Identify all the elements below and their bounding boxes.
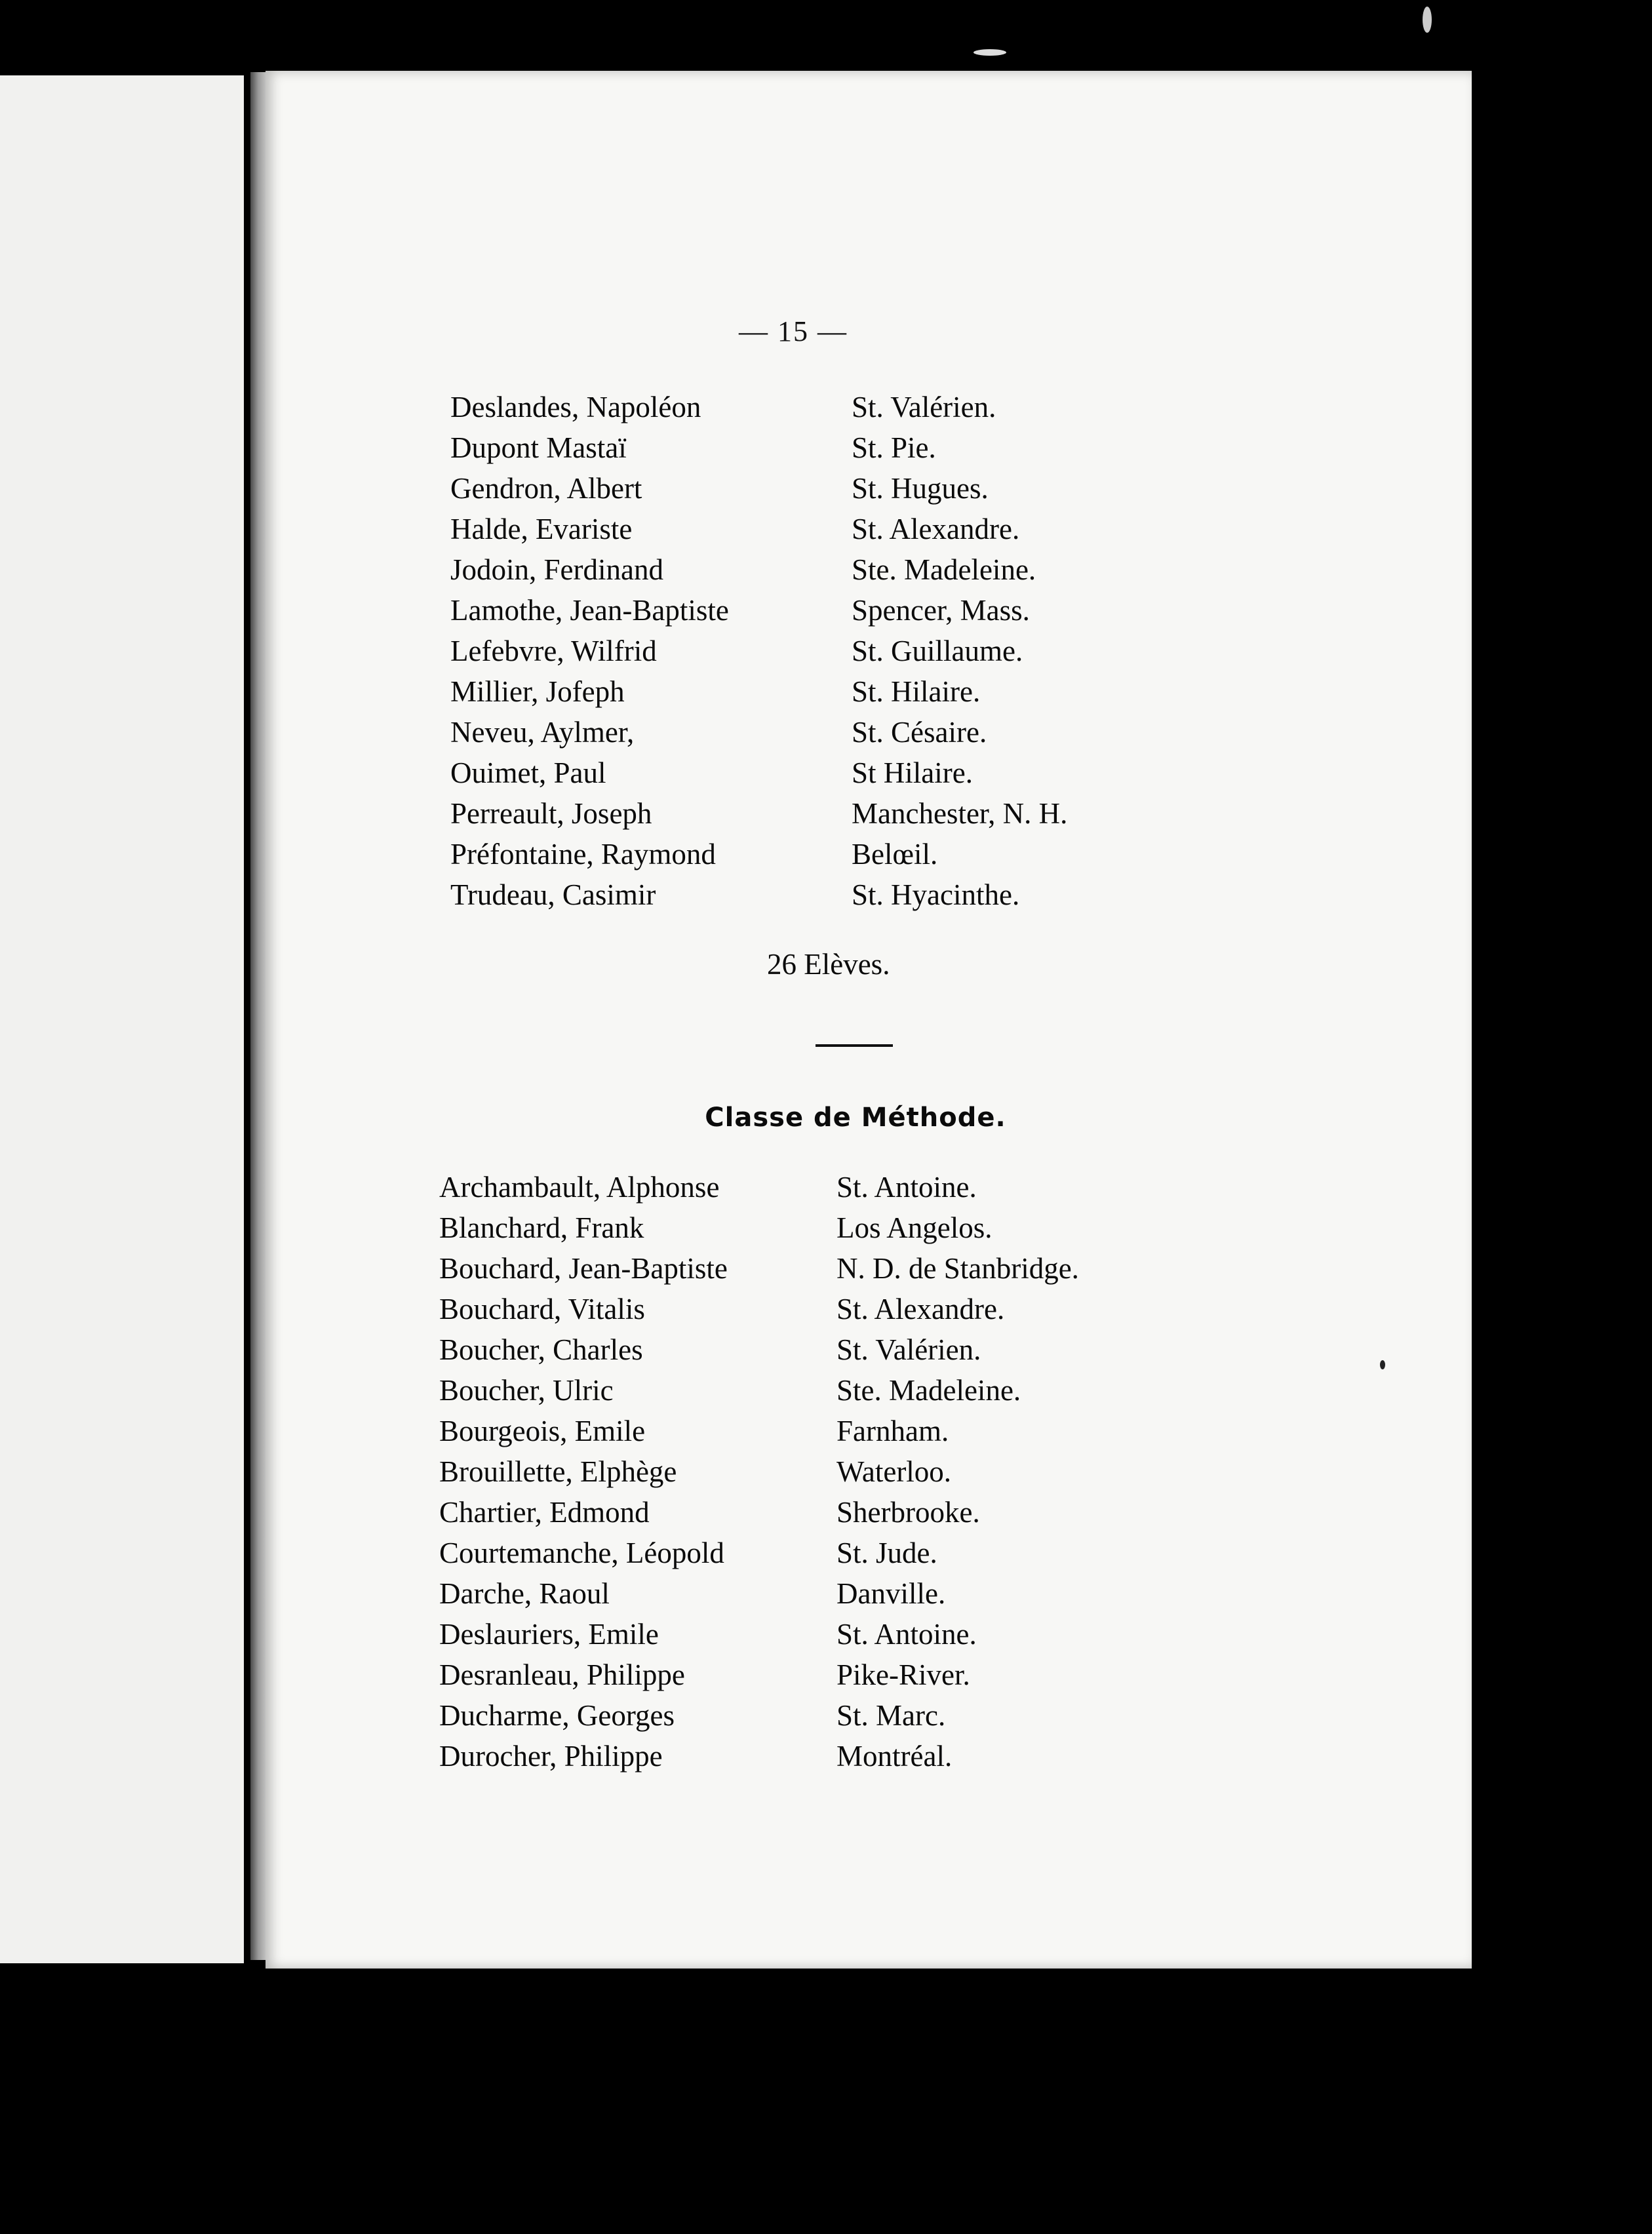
list-item <box>439 1207 1193 1248</box>
list-item <box>439 1573 1193 1614</box>
student-place: Sherbrooke. <box>836 1496 980 1529</box>
list-item <box>450 874 1171 915</box>
student-name: Perreault, Joseph <box>450 797 652 830</box>
student-list <box>450 387 1171 915</box>
list-item <box>439 1614 1193 1655</box>
list-item <box>439 1655 1193 1695</box>
list-item <box>439 1167 1193 1207</box>
student-place: St. Antoine. <box>836 1171 977 1204</box>
list-item <box>450 753 1171 793</box>
student-place: N. D. de Stanbridge. <box>836 1252 1079 1285</box>
list-item <box>439 1411 1193 1451</box>
student-name: Halde, Evariste <box>450 513 633 545</box>
list-item <box>450 549 1171 590</box>
student-place: Montréal. <box>836 1740 953 1773</box>
list-item <box>439 1492 1193 1533</box>
student-place: St. Hugues. <box>852 472 989 505</box>
student-list <box>439 1167 1193 1776</box>
student-place: Manchester, N. H. <box>852 797 1068 830</box>
list-item <box>450 671 1171 712</box>
list-item <box>450 590 1171 631</box>
list-item <box>450 468 1171 509</box>
student-name: Trudeau, Casimir <box>450 878 656 911</box>
student-place: Belœil. <box>852 838 938 871</box>
student-name: Deslauriers, Emile <box>439 1618 659 1651</box>
student-place: Danville. <box>836 1577 946 1610</box>
student-name: Brouillette, Elphège <box>439 1455 677 1488</box>
student-name: Courtemanche, Léopold <box>439 1537 724 1569</box>
ink-speck <box>1423 7 1432 33</box>
student-name: Bouchard, Vitalis <box>439 1293 645 1325</box>
ink-speck <box>1380 1360 1385 1369</box>
student-place: St. Valérien. <box>836 1333 981 1366</box>
student-place: Ste. Madeleine. <box>852 553 1036 586</box>
student-name: Dupont Mastaï <box>450 431 627 464</box>
student-place: Spencer, Mass. <box>852 594 1030 627</box>
student-name: Archambault, Alphonse <box>439 1171 720 1204</box>
student-name: Blanchard, Frank <box>439 1211 644 1244</box>
list-item <box>439 1370 1193 1411</box>
section-title: Classe de Méthode. <box>705 1103 1006 1133</box>
student-name: Lefebvre, Wilfrid <box>450 635 657 667</box>
student-name: Deslandes, Napoléon <box>450 391 701 423</box>
list-item <box>439 1451 1193 1492</box>
list-item <box>439 1329 1193 1370</box>
list-item <box>450 712 1171 753</box>
student-place: Los Angelos. <box>836 1211 993 1244</box>
student-place: Ste. Madeleine. <box>836 1374 1021 1407</box>
student-place: St. Antoine. <box>836 1618 977 1651</box>
student-place: St Hilaire. <box>852 756 973 789</box>
student-place: St. Hilaire. <box>852 675 981 708</box>
student-place: Farnham. <box>836 1415 949 1447</box>
student-name: Bourgeois, Emile <box>439 1415 646 1447</box>
list-item <box>450 387 1171 427</box>
page-number: — 15 — <box>739 315 848 347</box>
list-item <box>450 631 1171 671</box>
student-name: Jodoin, Ferdinand <box>450 553 663 586</box>
student-name: Boucher, Ulric <box>439 1374 614 1407</box>
list-item <box>439 1695 1193 1736</box>
student-place: Waterloo. <box>836 1455 952 1488</box>
list-item <box>439 1248 1193 1289</box>
student-name: Ducharme, Georges <box>439 1699 675 1732</box>
student-place: St. Alexandre. <box>852 513 1020 545</box>
student-name: Bouchard, Jean-Baptiste <box>439 1252 728 1285</box>
previous-page-edge <box>0 75 244 1963</box>
list-item <box>450 834 1171 874</box>
section-divider <box>816 1044 893 1047</box>
list-item <box>450 793 1171 834</box>
student-name: Lamothe, Jean-Baptiste <box>450 594 729 627</box>
student-count: 26 Elèves. <box>767 948 890 981</box>
student-name: Ouimet, Paul <box>450 756 606 789</box>
student-place: Pike-River. <box>836 1658 970 1691</box>
student-name: Durocher, Philippe <box>439 1740 663 1773</box>
student-name: Desranleau, Philippe <box>439 1658 685 1691</box>
list-item <box>450 509 1171 549</box>
list-item <box>439 1533 1193 1573</box>
list-item <box>439 1289 1193 1329</box>
student-name: Boucher, Charles <box>439 1333 643 1366</box>
list-item <box>450 427 1171 468</box>
student-place: St. Alexandre. <box>836 1293 1005 1325</box>
student-name: Préfontaine, Raymond <box>450 838 716 871</box>
student-place: St. Valérien. <box>852 391 996 423</box>
student-name: Neveu, Aylmer, <box>450 716 635 749</box>
student-place: St. Marc. <box>836 1699 946 1732</box>
student-place: St. Pie. <box>852 431 936 464</box>
student-place: St. Hyacinthe. <box>852 878 1020 911</box>
list-item <box>439 1736 1193 1776</box>
student-place: St. Guillaume. <box>852 635 1023 667</box>
student-place: St. Jude. <box>836 1537 937 1569</box>
student-name: Gendron, Albert <box>450 472 642 505</box>
student-name: Chartier, Edmond <box>439 1496 650 1529</box>
ink-speck <box>974 49 1006 56</box>
student-place: St. Césaire. <box>852 716 987 749</box>
student-name: Millier, Jofeph <box>450 675 625 708</box>
student-name: Darche, Raoul <box>439 1577 610 1610</box>
